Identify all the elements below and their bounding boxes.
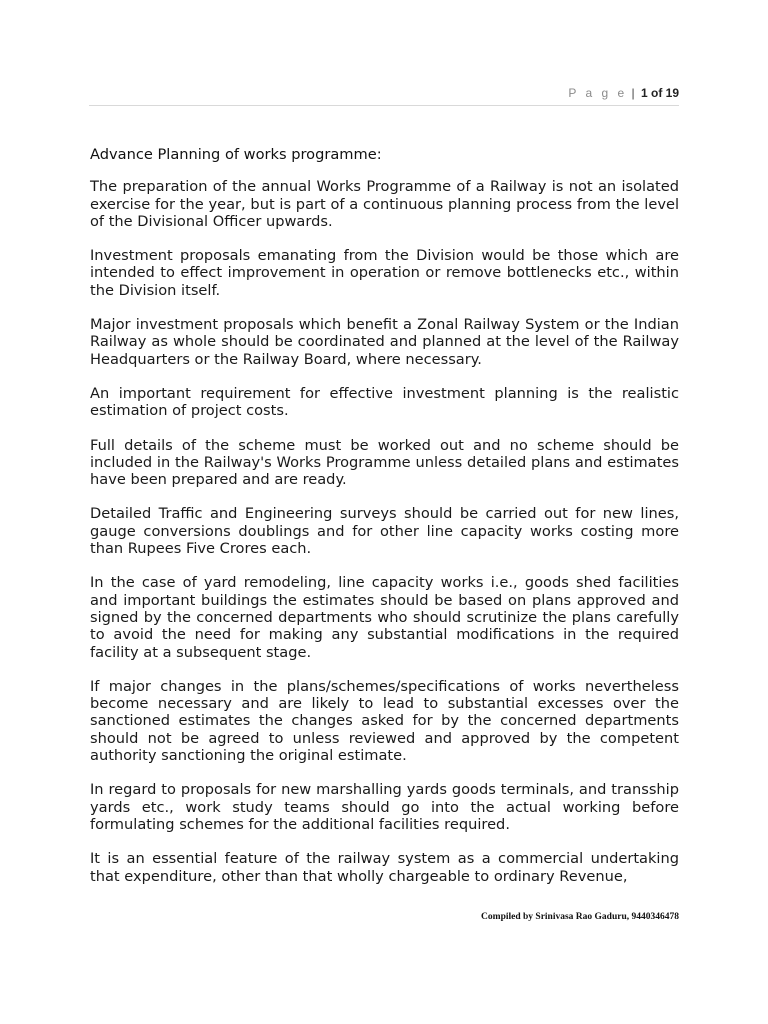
header-divider xyxy=(89,105,679,106)
paragraph: In regard to proposals for new marshalling yards goods terminals, and transship yards etc., work study teams should go into the actual working before formulating schemes for the additional facilities required. xyxy=(90,781,679,833)
paragraph: Investment proposals emanating from the Division would be those which are intended to effect improvement in operation or remove bottlenecks etc., within the Division itself. xyxy=(90,247,679,299)
page-label: P a g e xyxy=(568,86,628,100)
page-separator: | xyxy=(631,86,635,100)
document-body xyxy=(90,146,679,902)
paragraph: Detailed Traffic and Engineering surveys should be carried out for new lines, gauge conversions doublings and for other line capacity works costing more than Rupees Five Crores each. xyxy=(90,505,679,558)
paragraph: It is an essential feature of the railway system as a commercial undertaking that expenditure, other than that wholly chargeable to ordinary Revenue, xyxy=(90,850,679,885)
page-count: 1 of 19 xyxy=(640,86,679,100)
paragraph: The preparation of the annual Works Programme of a Railway is not an isolated exercise for the year, but is part of a continuous planning process from the level of the Divisional Officer upwards. xyxy=(90,178,679,230)
page-number-header xyxy=(568,86,679,100)
paragraph: In the case of yard remodeling, line capacity works i.e., goods shed facilities and important buildings the estimates should be based on plans approved and signed by the concerned departments who should scrutinize the plans carefully to avoid the need for making any substantial modifications in the required facility at a subsequent stage. xyxy=(90,574,679,661)
paragraph: If major changes in the plans/schemes/specifications of works nevertheless become necessary and are likely to lead to substantial excesses over the sanctioned estimates the changes asked for by the concerned departments should not be agreed to unless reviewed and approved by the competent authority sanctioning the original estimate. xyxy=(90,677,679,765)
document-heading: Advance Planning of works programme: xyxy=(90,146,382,163)
footer-credit: Compiled by Srinivasa Rao Gaduru, 9440346478 xyxy=(481,912,679,922)
paragraph: Full details of the scheme must be worked out and no scheme should be included in the Railway's Works Programme unless detailed plans and estimates have been prepared and are ready. xyxy=(90,436,679,489)
paragraph: Major investment proposals which benefit a Zonal Railway System or the Indian Railway as whole should be coordinated and planned at the level of the Railway Headquarters or the Railway Board, where necessary. xyxy=(90,316,679,368)
paragraph: An important requirement for effective investment planning is the realistic estimation of project costs. xyxy=(90,384,679,420)
